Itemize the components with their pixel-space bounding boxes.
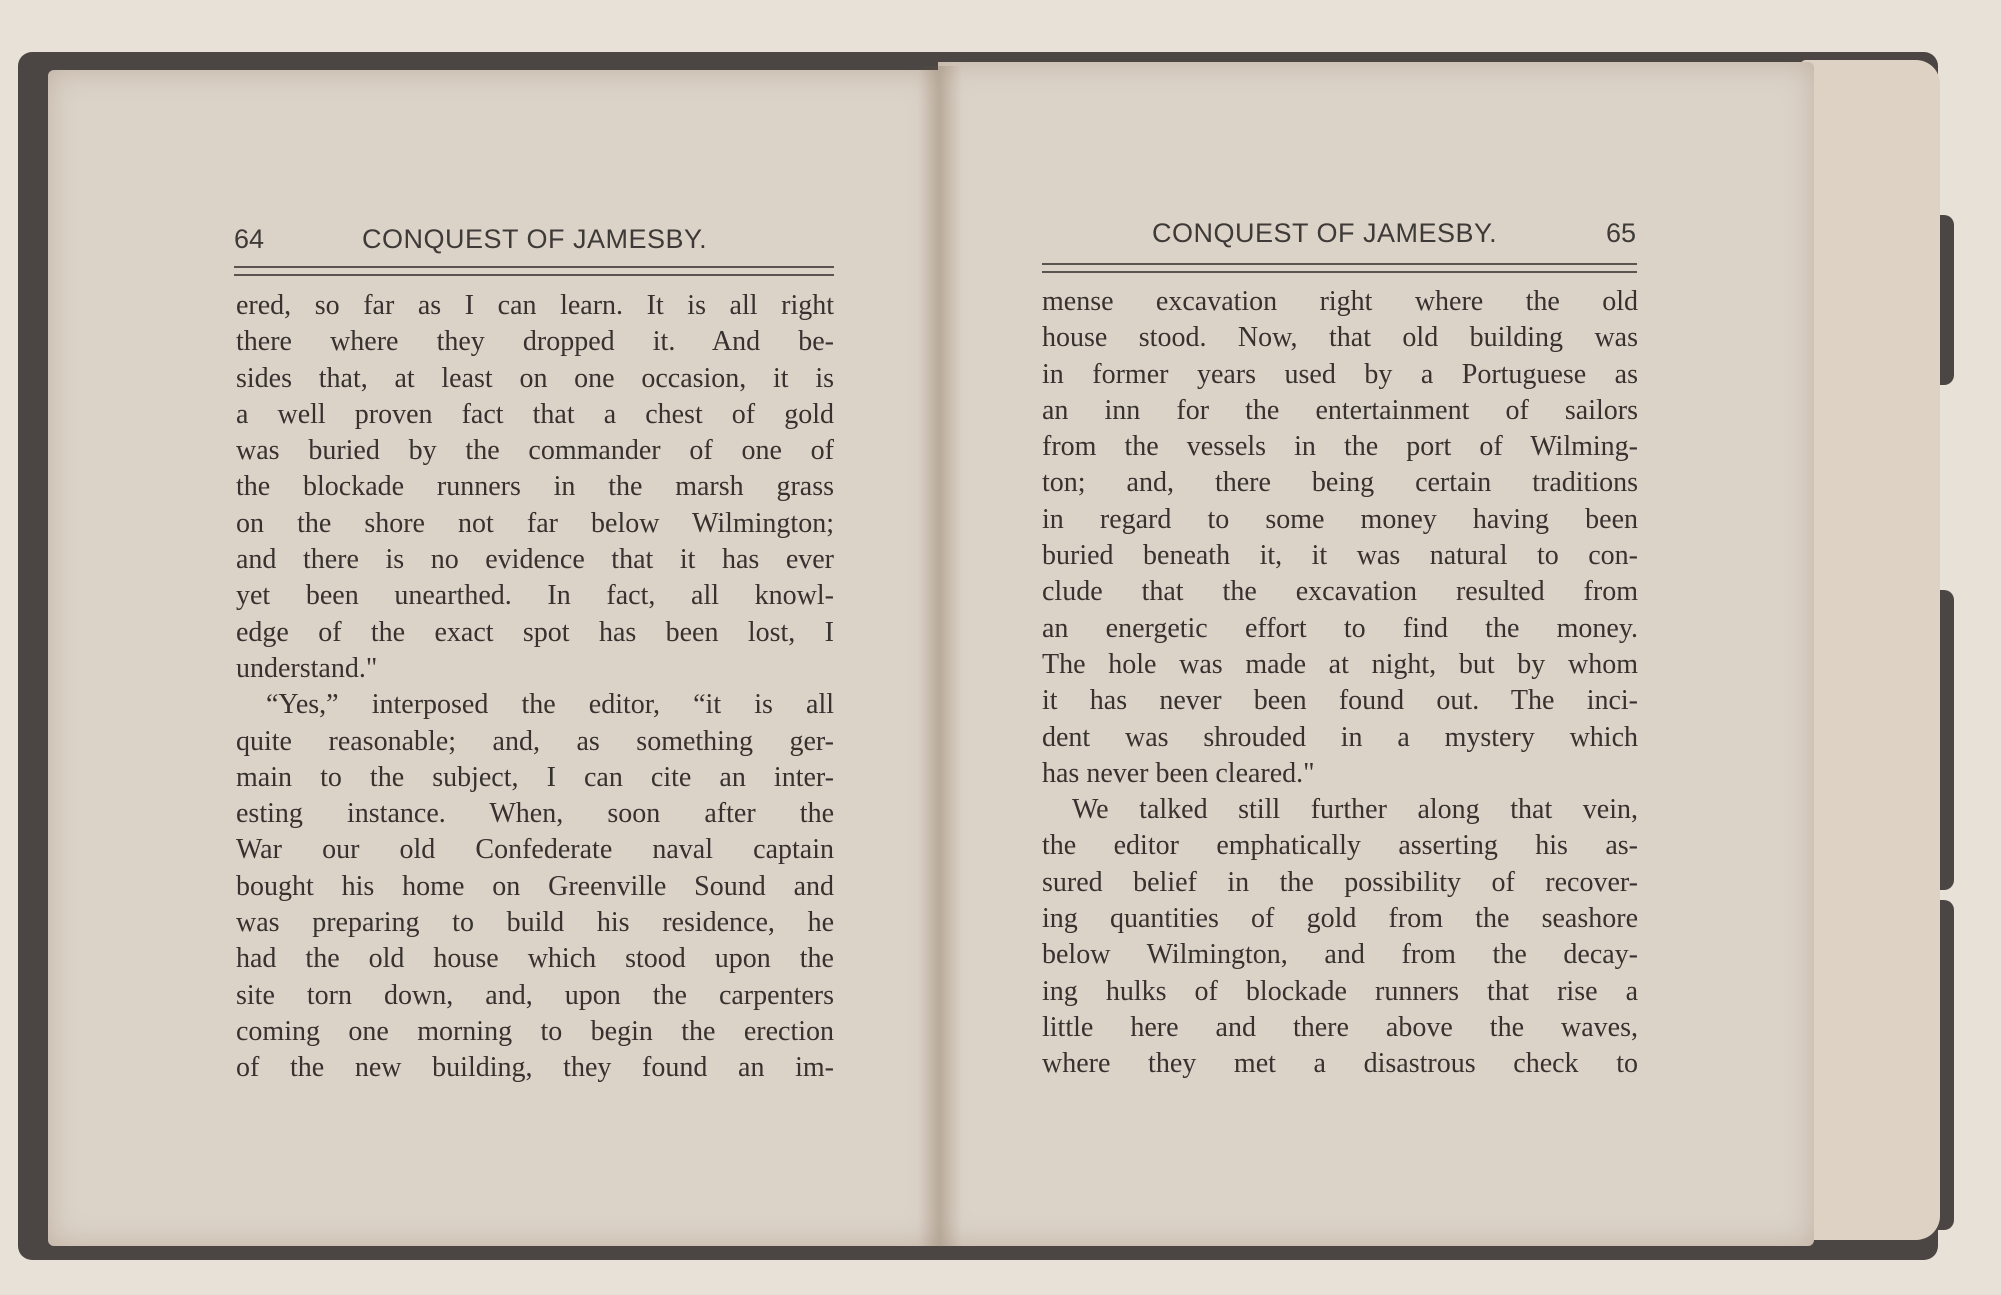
- right-text-column: [1042, 284, 1638, 1083]
- text-line: below Wilmington, and from the decay-: [1042, 939, 1638, 971]
- right-running-head: [1152, 218, 1638, 252]
- left-running-head: [234, 224, 834, 258]
- text-line: in former years used by a Portuguese as: [1042, 358, 1638, 390]
- text-line: main to the subject, I can cite an inter-: [236, 761, 834, 793]
- text-line: there where they dropped it. And be-: [236, 326, 834, 358]
- text-line: has never been cleared.": [1042, 757, 1315, 789]
- right-header-rule: [1042, 263, 1637, 273]
- text-line: sides that, at least on one occasion, it is: [236, 362, 834, 394]
- text-line: We talked still further along that vein,: [1072, 794, 1638, 826]
- text-line: the editor emphatically asserting his as-: [1042, 830, 1638, 862]
- text-line: little here and there above the waves,: [1042, 1011, 1638, 1043]
- text-line: yet been unearthed. In fact, all knowl-: [236, 580, 834, 612]
- book-gutter: [918, 66, 962, 1246]
- text-line: “Yes,” interposed the editor, “it is all: [266, 689, 834, 721]
- text-line: coming one morning to begin the erection: [236, 1015, 834, 1047]
- text-line: ing hulks of blockade runners that rise a: [1042, 975, 1638, 1007]
- left-text-column: [236, 288, 834, 1087]
- text-line: on the shore not far below Wilmington;: [236, 507, 834, 539]
- text-line: a well proven fact that a chest of gold: [236, 398, 834, 430]
- text-line: ing quantities of gold from the seashore: [1042, 903, 1638, 935]
- text-line: esting instance. When, soon after the: [236, 798, 834, 830]
- text-line: house stood. Now, that old building was: [1042, 322, 1638, 354]
- text-line: bought his home on Greenville Sound and: [236, 870, 834, 902]
- text-line: in regard to some money having been: [1042, 503, 1638, 535]
- right-running-title: CONQUEST OF JAMESBY.: [1152, 218, 1498, 248]
- text-line: clude that the excavation resulted from: [1042, 576, 1638, 608]
- text-line: an inn for the entertainment of sailors: [1042, 394, 1638, 426]
- text-line: was buried by the commander of one of: [236, 435, 834, 467]
- text-line: edge of the exact spot has been lost, I: [236, 616, 834, 648]
- text-line: ton; and, there being certain traditions: [1042, 467, 1638, 499]
- text-line: site torn down, and, upon the carpenters: [236, 979, 834, 1011]
- text-line: mense excavation right where the old: [1042, 286, 1638, 317]
- left-running-title: CONQUEST OF JAMESBY.: [362, 224, 708, 254]
- text-line: and there is no evidence that it has ever: [236, 544, 834, 576]
- text-line: an energetic effort to find the money.: [1042, 612, 1638, 644]
- right-page-number: 65: [1606, 218, 1637, 248]
- text-line: from the vessels in the port of Wilming-: [1042, 431, 1638, 463]
- text-line: War our old Confederate naval captain: [236, 834, 834, 866]
- text-line: it has never been found out. The inci-: [1042, 685, 1638, 717]
- text-line: buried beneath it, it was natural to con-: [1042, 540, 1638, 572]
- text-line: sured belief in the possibility of recover-: [1042, 866, 1638, 898]
- text-line: The hole was made at night, but by whom: [1042, 648, 1638, 680]
- text-line: dent was shrouded in a mystery which: [1042, 721, 1638, 753]
- left-page-number: 64: [234, 224, 265, 254]
- text-line: quite reasonable; and, as something ger-: [236, 725, 834, 757]
- page-block-edge: [1800, 60, 1940, 1240]
- text-line: had the old house which stood upon the: [236, 943, 834, 975]
- left-header-rule: [234, 266, 834, 276]
- text-line: was preparing to build his residence, he: [236, 907, 834, 939]
- text-line: ered, so far as I can learn. It is all right: [236, 290, 834, 321]
- text-line: where they met a disastrous check to: [1042, 1048, 1638, 1080]
- text-line: of the new building, they found an im-: [236, 1052, 834, 1084]
- text-line: the blockade runners in the marsh grass: [236, 471, 834, 503]
- text-line: understand.": [236, 652, 378, 684]
